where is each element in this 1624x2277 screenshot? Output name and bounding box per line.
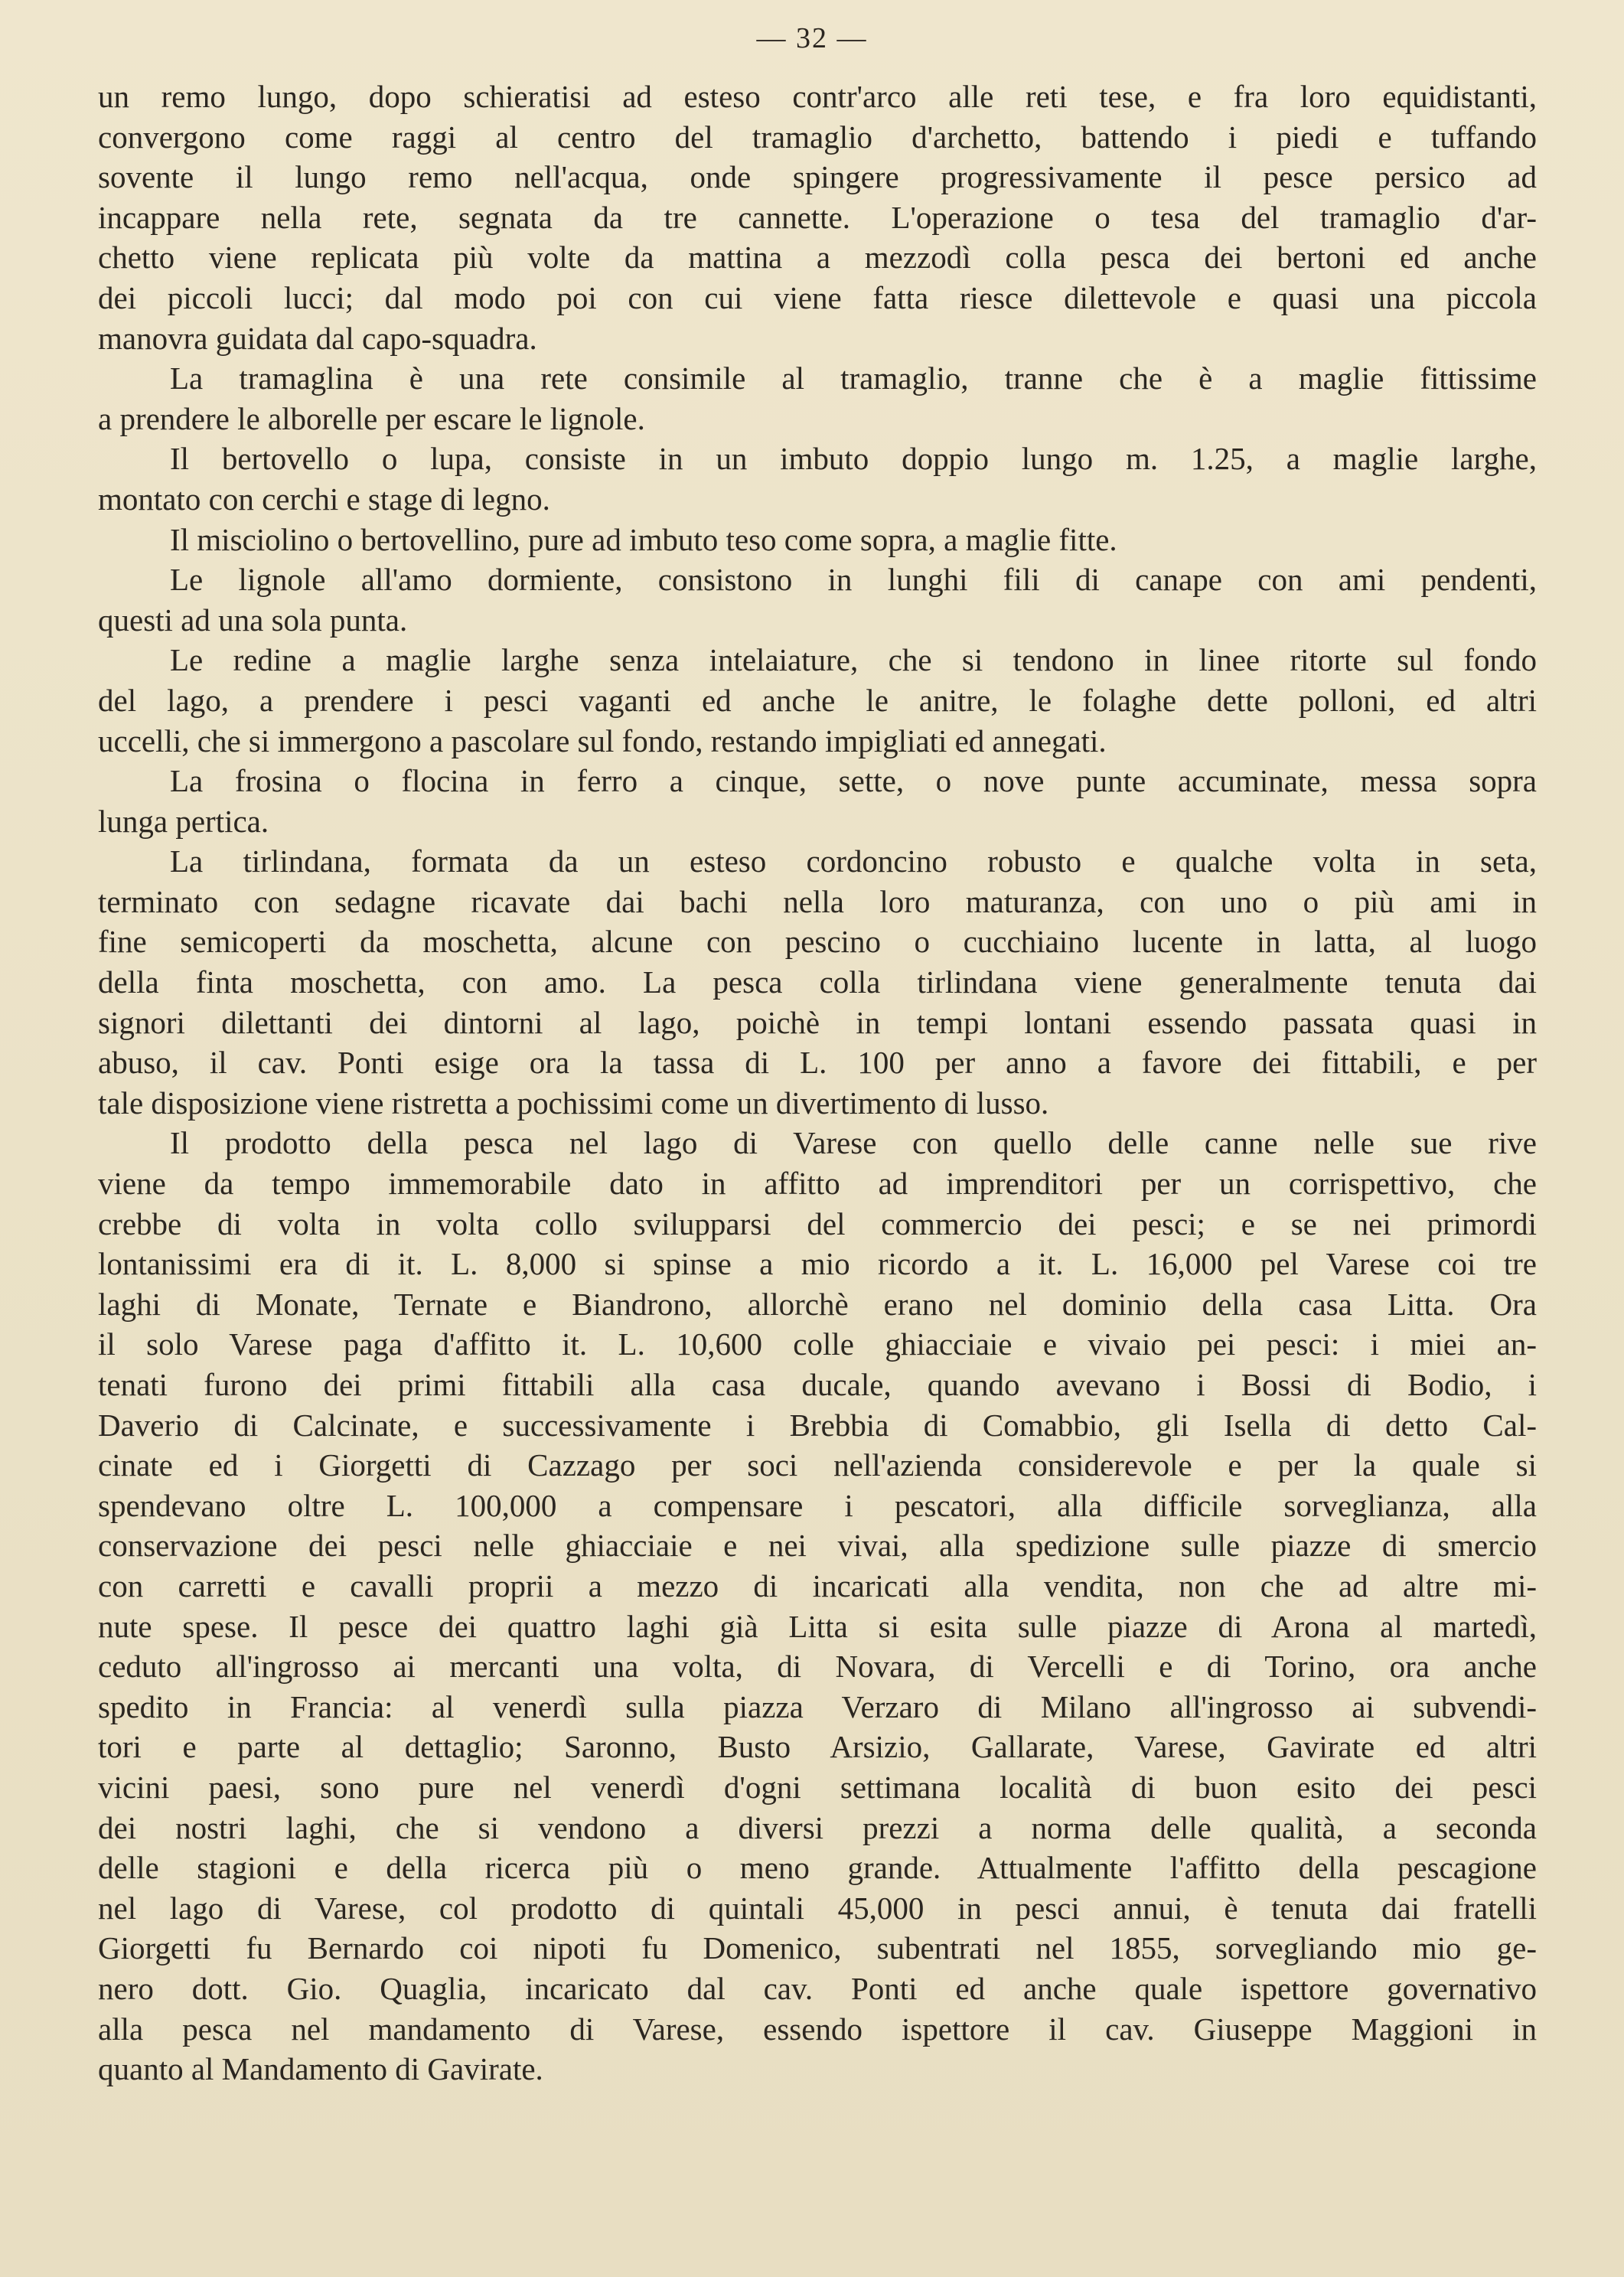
text-line: La tirlindana, formata da un esteso cordoncino robusto e qualche volta in seta, [170, 843, 1537, 879]
text-line: lontanissimi era di it. L. 8,000 si spinse a mio ricordo a it. L. 16,000 pel Varese coi tre [98, 1246, 1537, 1282]
text-line: Daverio di Calcinate, e successivamente i Brebbia di Comabbio, gli Isella di detto Cal- [98, 1407, 1537, 1443]
text-line: Il misciolino o bertovellino, pure ad imbuto teso come sopra, a maglie fitte. [170, 521, 1117, 557]
text-line: crebbe di volta in volta collo svilupparsi del commercio dei pesci; e se nei primordi [98, 1205, 1537, 1241]
text-line: alla pesca nel mandamento di Varese, essendo ispettore il cav. Giuseppe Maggioni in [98, 2011, 1537, 2047]
text-line: nute spese. Il pesce dei quattro laghi già Litta si esita sulle piazze di Arona al martedì, [98, 1608, 1537, 1644]
text-line: ceduto all'ingrosso ai mercanti una volta, di Novara, di Vercelli e di Torino, ora anche [98, 1649, 1537, 1685]
text-line: nel lago di Varese, col prodotto di quintali 45,000 in pesci annui, è tenuta dai fratelli [98, 1890, 1537, 1926]
text-line: incappare nella rete, segnata da tre cannette. L'operazione o tesa del tramaglio d'ar- [98, 199, 1537, 235]
text-line: Il prodotto della pesca nel lago di Varese con quello delle canne nelle sue rive [170, 1125, 1537, 1161]
text-line: viene da tempo immemorabile dato in affitto ad imprenditori per un corrispettivo, che [98, 1166, 1537, 1202]
text-line: sovente il lungo remo nell'acqua, onde spingere progressivamente il pesce persico ad [98, 159, 1537, 195]
text-line: abuso, il cav. Ponti esige ora la tassa di L. 100 per anno a favore dei fittabili, e per [98, 1045, 1537, 1081]
text-line: conservazione dei pesci nelle ghiacciaie e nei vivai, alla spedizione sulle piazze di smercio [98, 1528, 1537, 1564]
text-line: spendevano oltre L. 100,000 a compensare i pescatori, alla difficile sorveglianza, alla [98, 1487, 1537, 1523]
text-line: lunga pertica. [98, 803, 269, 839]
text-line: dei piccoli lucci; dal modo poi con cui viene fatta riesce dilettevole e quasi una piccola [98, 279, 1537, 315]
text-line: spedito in Francia: al venerdì sulla piazza Verzaro di Milano all'ingrosso ai subvendi- [98, 1688, 1537, 1724]
text-line: il solo Varese paga d'affitto it. L. 10,600 colle ghiacciaie e vivaio pei pesci: i miei an- [98, 1326, 1537, 1362]
text-line: del lago, a prendere i pesci vaganti ed anche le anitre, le folaghe dette polloni, ed altri [98, 682, 1537, 718]
text-line: convergono come raggi al centro del tramaglio d'archetto, battendo i piedi e tuffando [98, 119, 1537, 155]
text-line: chetto viene replicata più volte da mattina a mezzodì colla pesca dei bertoni ed anche [98, 240, 1537, 276]
text-line: fine semicoperti da moschetta, alcune con pescino o cucchiaino lucente in latta, al luogo [98, 924, 1537, 960]
text-line: Le lignole all'amo dormiente, consistono in lunghi fili di canape con ami pendenti, [170, 562, 1537, 598]
text-line: tori e parte al dettaglio; Saronno, Busto Arsizio, Gallarate, Varese, Gavirate ed altri [98, 1729, 1537, 1765]
text-line: Le redine a maglie larghe senza intelaiature, che si tendono in linee ritorte sul fondo [170, 642, 1537, 678]
body-text [98, 77, 1537, 2089]
text-line: nero dott. Gio. Quaglia, incaricato dal cav. Ponti ed anche quale ispettore governativo [98, 1970, 1537, 2006]
text-line: cinate ed i Giorgetti di Cazzago per soci nell'azienda considerevole e per la quale si [98, 1447, 1537, 1483]
text-line: terminato con sedagne ricavate dai bachi nella loro maturanza, con uno o più ami in [98, 883, 1537, 919]
text-line: La frosina o flocina in ferro a cinque, sette, o nove punte accuminate, messa sopra [170, 763, 1537, 799]
text-line: tenati furono dei primi fittabili alla casa ducale, quando avevano i Bossi di Bodio, i [98, 1367, 1537, 1402]
text-line: manovra guidata dal capo-squadra. [98, 320, 537, 356]
text-line: un remo lungo, dopo schieratisi ad esteso contr'arco alle reti tese, e fra loro equidistanti, [98, 79, 1537, 114]
page-number: — 32 — [756, 22, 868, 54]
text-line: uccelli, che si immergono a pascolare sul fondo, restando impigliati ed annegati. [98, 723, 1107, 758]
text-line: vicini paesi, sono pure nel venerdì d'ogni settimana località di buon esito dei pesci [98, 1769, 1537, 1805]
text-line: Il bertovello o lupa, consiste in un imbuto doppio lungo m. 1.25, a maglie larghe, [170, 441, 1537, 477]
text-line: questi ad una sola punta. [98, 602, 408, 638]
text-line: signori dilettanti dei dintorni al lago, poichè in tempi lontani essendo passata quasi in [98, 1004, 1537, 1040]
text-line: delle stagioni e della ricerca più o meno grande. Attualmente l'affitto della pescagione [98, 1850, 1537, 1886]
text-line: a prendere le alborelle per escare le lignole. [98, 400, 645, 436]
text-line: montato con cerchi e stage di legno. [98, 481, 550, 517]
text-line: Giorgetti fu Bernardo coi nipoti fu Domenico, subentrati nel 1855, sorvegliando mio ge- [98, 1930, 1537, 1966]
text-line: tale disposizione viene ristretta a pochissimi come un divertimento di lusso. [98, 1085, 1049, 1121]
text-line: quanto al Mandamento di Gavirate. [98, 2051, 543, 2087]
text-line: laghi di Monate, Ternate e Biandrono, allorchè erano nel dominio della casa Litta. Ora [98, 1286, 1537, 1322]
text-line: dei nostri laghi, che si vendono a diversi prezzi a norma delle qualità, a seconda [98, 1809, 1537, 1845]
text-line: della finta moschetta, con amo. La pesca colla tirlindana viene generalmente tenuta dai [98, 964, 1537, 1000]
text-line: La tramaglina è una rete consimile al tramaglio, tranne che è a maglie fittissime [170, 360, 1537, 396]
text-line: con carretti e cavalli proprii a mezzo di incaricati alla vendita, non che ad altre mi- [98, 1567, 1537, 1603]
